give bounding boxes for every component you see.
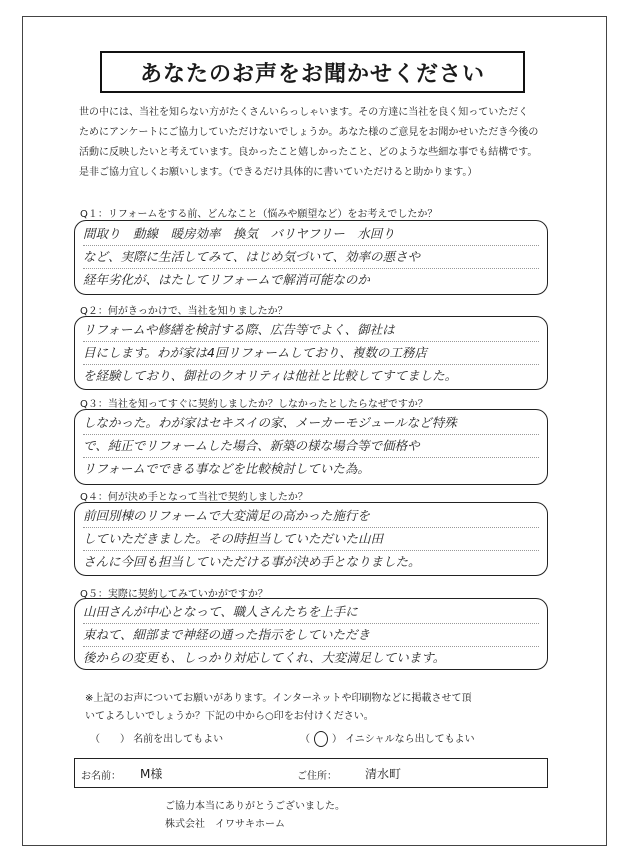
answer-line: リフォームでできる事などを比較検討していた為。	[83, 461, 370, 476]
option-initial-ok-label: イニシャルなら出してもよい	[345, 734, 475, 745]
question-5-label: Q５：実際に契約してみていかがですか？	[80, 589, 268, 600]
footer	[165, 798, 345, 834]
answer-line: 経年劣化が、はたしてリフォームで解消可能なのか	[83, 272, 370, 287]
option-paren: （	[300, 734, 310, 745]
question-3-label: Q３：当社を知ってすぐに契約しましたか？しなかったとしたらなぜですか？	[80, 399, 428, 410]
answer-line: 前回別棟のリフォームで大変満足の高かった施行を	[83, 505, 539, 528]
company-name: 株式会社 イワサキホーム	[165, 819, 285, 830]
question-3-answer-box	[74, 409, 548, 485]
intro-line: 活動に反映したいと考えています。良かったこと嬉しかったこと、どのような些細な事でも結構です。	[79, 147, 538, 158]
answer-line: していただきました。その時担当していただいた山田	[83, 528, 539, 551]
answer-line: 山田さんが中心となって、職人さんたちを上手に	[83, 601, 539, 624]
answer-line: を経験しており、御社のクオリティは他社と比較してすてました。	[83, 368, 458, 383]
respondent-info-box	[74, 758, 548, 788]
address-value: 清水町	[365, 767, 402, 781]
answer-line: 目にします。わが家は4回リフォームしており、複数の工務店	[83, 342, 539, 365]
option-name-ok[interactable]	[90, 730, 223, 745]
answer-line: など、実際に生活してみて、はじめ気づいて、効率の悪さや	[83, 246, 539, 269]
page-title: あなたのお声をお聞かせください	[139, 60, 485, 87]
intro-line: 世の中には、当社を知らない方がたくさんいらっしゃいます。その方達に当社を良く知っていただく	[79, 107, 529, 118]
intro-line: 是非ご協力宜しくお願いします。（できるだけ具体的に書いていただけると助かります。）	[79, 167, 478, 178]
answer-line: 間取り 動線 暖房効率 換気 バリヤフリー 水回り	[83, 223, 539, 246]
answer-line: 束ねて、細部まで神経の通った指示をしていただき	[83, 624, 539, 647]
question-1-label: Q１：リフォームをする前、どんなこと（悩みや願望など）をお考えでしたか？	[80, 209, 438, 220]
thanks-text: ご協力本当にありがとうございました。	[165, 801, 345, 812]
title-box	[100, 51, 525, 93]
question-4-answer-box	[74, 502, 548, 576]
question-2-label: Q２：何がきっかけで、当社を知りましたか？	[80, 306, 288, 317]
publication-notice	[85, 690, 565, 726]
option-name-ok-label: 名前を出してもよい	[133, 734, 224, 745]
intro-text	[79, 103, 579, 183]
address-label: ご住所：	[297, 771, 337, 782]
name-label: お名前：	[81, 771, 121, 782]
answer-line: さんに今回も担当していただける事が決め手となりました。	[83, 554, 421, 569]
question-5-answer-box	[74, 598, 548, 670]
answer-line: リフォームや修繕を検討する際、広告等でよく、御社は	[83, 319, 539, 342]
notice-line: いてよろしいでしょうか？下記の中から○印をお付けください。	[85, 711, 374, 722]
intro-line: ためにアンケートにご協力していただけないでしょうか。あなた様のご意見をお聞かせいただき今後の	[79, 127, 539, 138]
question-1-answer-box	[74, 220, 548, 295]
option-paren: ）	[332, 734, 342, 745]
answer-line: しなかった。わが家はセキスイの家、メーカーモジュールなど特殊	[83, 412, 539, 435]
option-paren: （ ）	[90, 734, 130, 745]
question-4-label: Q４：何が決め手となって当社で契約しましたか？	[80, 492, 308, 503]
notice-line: ※上記のお声についてお願いがあります。インターネットや印刷物などに掲載させて頂	[85, 693, 472, 704]
name-value: M様	[140, 767, 163, 781]
answer-line: 後からの変更も、しっかり対応してくれ、大変満足しています。	[83, 650, 446, 665]
option-initial-ok[interactable]	[300, 730, 475, 747]
question-2-answer-box	[74, 316, 548, 390]
answer-line: で、純正でリフォームした場合、新築の様な場合等で価格や	[83, 435, 539, 458]
circle-mark-icon	[314, 731, 328, 747]
